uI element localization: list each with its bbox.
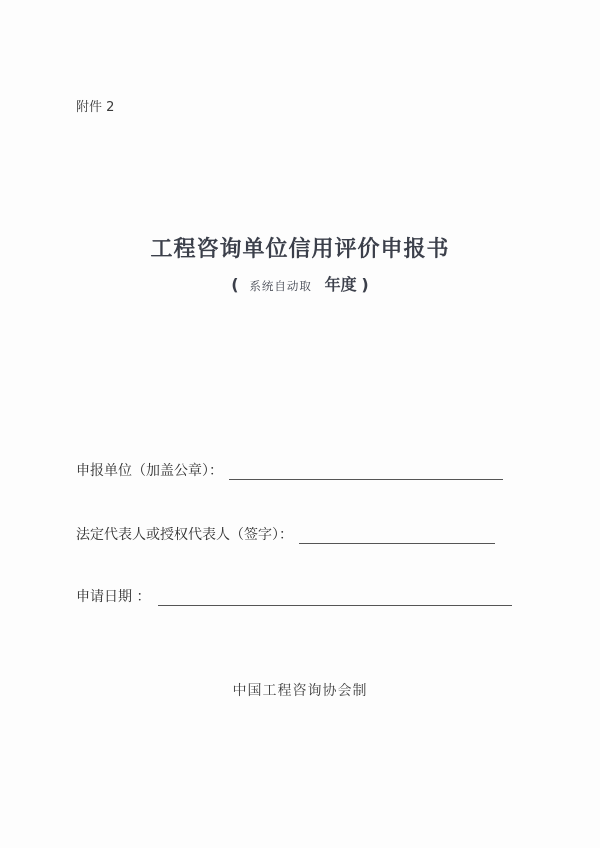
apply-date-label: 申请日期 ： (76, 589, 151, 605)
document-subtitle (0, 272, 600, 295)
legal-rep-label: 法定代表人或授权代表人（签字）： (76, 527, 293, 543)
issuer-footer: 中国工程咨询协会制 (232, 683, 368, 699)
subtitle-auto-text: 系统自动取 (249, 279, 312, 293)
applicant-unit-label: 申报单位（加盖公章）： (76, 463, 223, 479)
subtitle-close-paren: ) (361, 275, 369, 294)
legal-rep-blank[interactable] (299, 527, 495, 544)
legal-rep-field (76, 524, 495, 544)
document-title: 工程咨询单位信用评价申报书 (150, 237, 450, 262)
attachment-label: 附件 2 (76, 100, 115, 115)
subtitle-open-paren: ( (231, 275, 239, 294)
applicant-unit-field (76, 460, 503, 480)
apply-date-blank[interactable] (158, 589, 512, 606)
apply-date-field (76, 586, 512, 606)
applicant-unit-blank[interactable] (229, 463, 503, 480)
subtitle-year-label: 年度 (324, 275, 357, 294)
